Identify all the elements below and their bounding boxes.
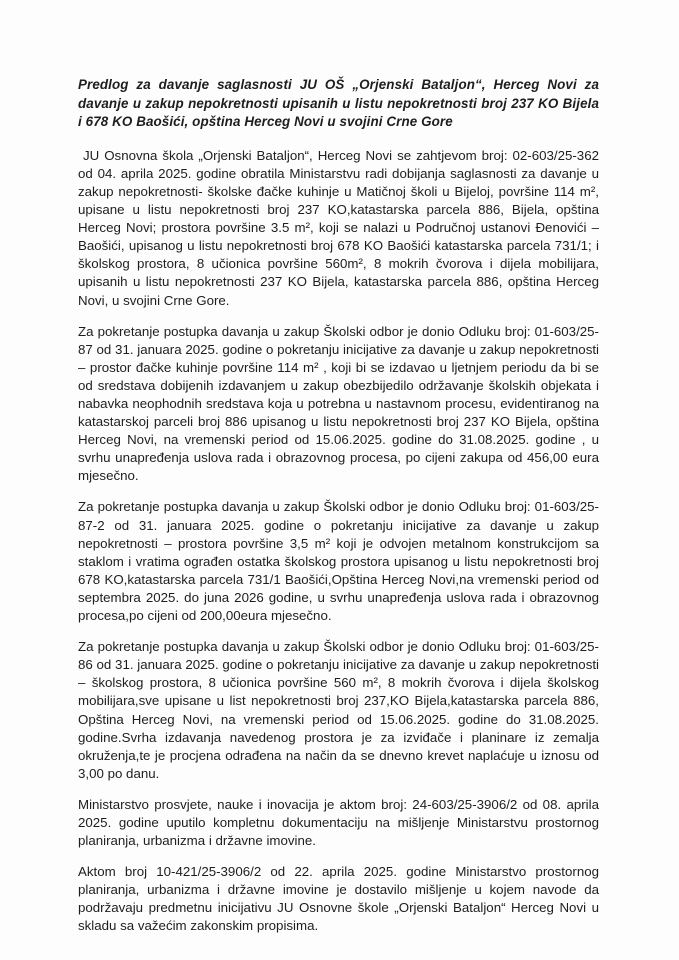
paragraph-ministry-education: Ministarstvo prosvjete, nauke i inovacija je aktom broj: 24-603/25-3906/2 od 08. aprila 2025. godine uputilo kompletnu dokumentaciju na mišljenje Ministarstvu prostornog planiranja, urbanizma i državne imovine.	[78, 796, 599, 849]
paragraph-decision-87: Za pokretanje postupka davanja u zakup Školski odbor je donio Odluku broj: 01-603/25-87 od 31. januara 2025. godine o pokretanju inicijative za davanje u zakup nepokretnosti – prostor đačke kuhinje površine 114 m² , koji bi se izdavao u ljetnjem periodu da bi se od sredstava dobijenih izdavanjem u zakup obezbijedilo održavanje školskih objekata i nabavka neophodnih sredstava koja u potrebna u nastavnom procesu, evidentiranog na katastarskoj parceli broj 886 upisanog u listu nepokretnosti broj 237 KO Bijela, opština Herceg Novi, na vremenski period od 15.06.2025. godine do 31.08.2025. godine , u svrhu unapređenja uslova rada i obrazovnog procesa, po cijeni zakupa od 456,00 eura mjesečno.	[78, 323, 599, 484]
paragraph-decision-87-2: Za pokretanje postupka davanja u zakup Školski odbor je donio Odluku broj: 01-603/25-87-2 od 31. januara 2025. godine o pokretanju inicijative za davanje u zakup nepokretnosti – prostora površine 3,5 m² koji je odvojen metalnom konstrukcijom sa staklom i vratima ograđen ostatka školskog prostora upisanog u listu nepokretnosti broj 678 KO,katastarska parcela 731/1 Baošići,Opština Herceg Novi,na vremenski period od septembra 2025. do juna 2026 godine, u svrhu unapređenja uslova rada i obrazovnog procesa,po cijeni od 200,00eura mjesečno.	[78, 499, 599, 624]
paragraph-ministry-planning: Aktom broj 10-421/25-3906/2 od 22. aprila 2025. godine Ministarstvo prostornog planiranja, urbanizma i državne imovine je dostavilo mišljenje u kojem navode da podržavaju predmetnu inicijativu JU Osnovne škole „Orjenski Bataljon“ Herceg Novi u skladu sa važećim zakonskim propisima.	[78, 864, 599, 934]
document-title: Predlog za davanje saglasnosti JU OŠ „Orjenski Bataljon“, Herceg Novi za davanje u zakup nepokretnosti upisanih u listu nepokretnosti broj 237 KO Bijela i 678 KO Baošići, opština Herceg Novi u svojini Crne Gore	[78, 77, 599, 130]
paragraph-decision-86: Za pokretanje postupka davanja u zakup Školski odbor je donio Odluku broj: 01-603/25-86 od 31. januara 2025. godine o pokretanju inicijative za davanje u zakup nepokretnosti – školskog prostora, 8 učionica površine 560 m², 8 mokrih čvorova i dijela školskog mobilijara,sve upisane u list nepokretnosti broj 237,KO Bijela,katastarska parcela 886, Opština Herceg Novi, na vremenski period od 15.06.2025. godine do 31.08.2025. godine.Svrha izdavanja navedenog prostora je za izviđače i planinare iz zemalja okruženja,te je procjena odrađena na način da se dnevno krevet naplaćuje u iznosu od 3,00 po danu.	[78, 639, 599, 781]
paragraph-request: JU Osnovna škola „Orjenski Bataljon“, Herceg Novi se zahtjevom broj: 02-603/25-362 od 04. aprila 2025. godine obratila Ministarstvu radi dobijanja saglasnosti za davanje u zakup nepokretnosti- školske đačke kuhinje u Matičnoj školi u Bijeloj, površine 114 m², upisane u listu nepokretnosti broj 237 KO,katastarska parcela 886, Bijela, opština Herceg Novi; prostora površine 3.5 m², koji se nalazi u Područnoj ustanovi Đenovići – Baošići, upisanog u listu nepokretnosti broj 678 KO Baošići katastarska parcela 731/1; i školskog prostora, 8 učionica površine 560m², 8 mokrih čvorova i dijela mobilijara, upisanih u listu nepokretnosti 237 KO Bijela, katastarska parcela 886, opština Herceg Novi, u svojini Crne Gore.	[78, 147, 599, 308]
